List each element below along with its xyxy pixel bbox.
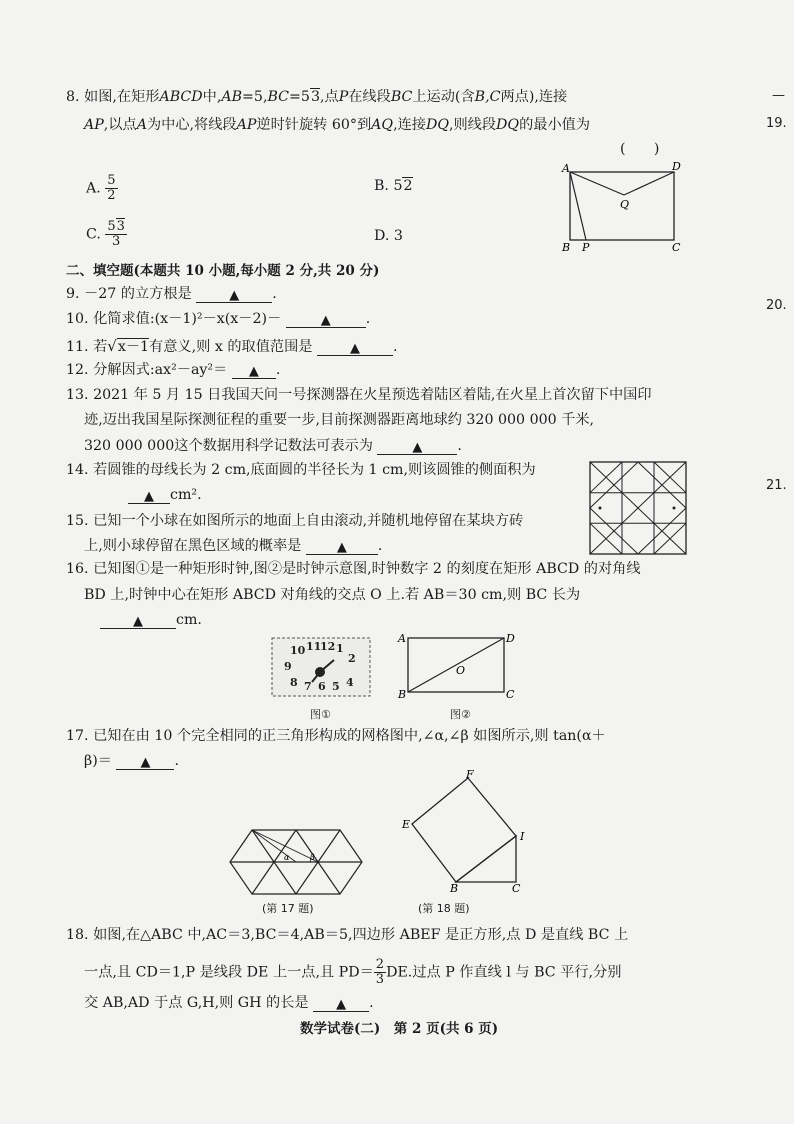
q9-answer-blank [196, 286, 272, 303]
q15-floor-tile-figure [588, 460, 688, 556]
q16-line-2: BD 上,时钟中心在矩形 ABCD 对角线的交点 O 上.若 AB＝30 cm,则 BC 长为 [84, 587, 581, 603]
q12-answer-blank [232, 362, 276, 379]
q8-option-a: A. $\frac{5}{2}$ [86, 173, 116, 203]
q16-fig-label-a: A [398, 632, 406, 645]
page-footer: 数学试卷(二) 第 2 页(共 6 页) [300, 1021, 499, 1037]
q9-text: 9. －27 的立方根是 ▲ . [66, 285, 277, 303]
q17-line-1: 17. 已知在由 10 个完全相同的正三角形构成的网格图中,∠α,∠β 如图所示,则 tan(α＋ [66, 728, 606, 744]
q18-line-1: 18. 如图,在△ABC 中,AC＝3,BC＝4,AB＝5,四边形 ABEF 是正方形,点 D 是直线 BC 上 [66, 927, 629, 943]
margin-q19: 19. [766, 116, 787, 131]
q13-line-2: 迹,迈出我国星际探测征程的重要一步,目前探测器距离地球约 320 000 000 千米, [84, 412, 595, 428]
q18-answer-blank [313, 995, 369, 1012]
q18-fig-label-b: B [450, 882, 459, 894]
q11-answer-blank [317, 339, 393, 356]
margin-q20: 20. [766, 298, 787, 313]
q8-line-1: 8. 如图,在矩形ABCD中,AB=5,BC=53,点P在线段BC上运动(含B,C两点),连接 [66, 89, 568, 105]
q13-line-3: 320 000 000这个数据用科学记数法可表示为 ▲ . [84, 437, 462, 455]
clock-digit-10: 10 [290, 644, 306, 657]
q15-line-1: 15. 已知一个小球在如图所示的地面上自由滚动,并随机地停留在某块方砖 [66, 513, 524, 529]
q8-line-2: AP,以点A为中心,将线段AP逆时针旋转 60°到AQ,连接DQ,则线段DQ的最小值为 [84, 117, 591, 133]
q17-answer-blank [116, 753, 174, 770]
q15-line-2: 上,则小球停留在黑色区域的概率是 ▲ . [84, 537, 382, 555]
clock-digit-12: 12 [320, 640, 336, 653]
q8-fig-label-c: C [672, 241, 681, 254]
q17-angle-beta: β [310, 853, 315, 862]
q18-line-3: 交 AB,AD 于点 G,H,则 GH 的长是 ▲ . [84, 994, 374, 1012]
q18-fig-label-e: E [402, 818, 411, 831]
q14-answer-blank [128, 487, 170, 504]
q16-fig-label-b: B [398, 688, 407, 701]
q13-answer-blank [377, 438, 457, 455]
q16-line-1: 16. 已知图①是一种矩形时钟,图②是时钟示意图,时钟数字 2 的刻度在矩形 ABCD 的对角线 [66, 561, 641, 577]
clock-digit-4: 4 [346, 676, 354, 689]
q16-clock-photo [268, 632, 376, 704]
q13-line-1: 13. 2021 年 5 月 15 日我国天问一号探测器在火星预选着陆区着陆,在火星上首次留下中国印 [66, 387, 652, 403]
q8-option-c: C. $\frac{53}{3}$ [86, 219, 125, 249]
clock-digit-11: 11 [306, 640, 322, 653]
q8-fig-label-b: B [562, 241, 571, 254]
q17-angle-alpha: α [284, 853, 290, 862]
q15-answer-blank [306, 538, 378, 555]
clock-digit-1: 1 [336, 642, 344, 655]
q10-text: 10. 化简求值:(x－1)²－x(x－2)－ ▲ . [66, 310, 370, 328]
q10-answer-blank [286, 311, 366, 328]
q16-line-3: ▲cm. [100, 611, 202, 629]
q18-caption: (第 18 题) [418, 902, 470, 915]
q16-fig-label-o: O [456, 664, 466, 677]
q16-fig-label-c: C [506, 688, 515, 701]
q17-caption: (第 17 题) [262, 902, 314, 915]
section-fill-in-title: 二、填空题(本题共 10 小题,每小题 2 分,共 20 分) [66, 263, 380, 279]
q18-square-figure [398, 768, 538, 894]
q16-caption-2: 图② [450, 708, 471, 721]
q11-text: 11. 若√x－1有意义,则 x 的取值范围是 ▲ . [66, 337, 398, 356]
q16-answer-blank [100, 612, 176, 629]
q8-option-b: B. 52 [374, 178, 413, 194]
q16-caption-1: 图① [310, 708, 331, 721]
q12-text: 12. 分解因式:ax²－ay²＝ ▲ . [66, 361, 280, 379]
q8-fig-label-d: D [672, 160, 681, 173]
margin-q21: 21. [766, 478, 787, 493]
q14-line-2: ▲cm². [128, 486, 202, 504]
q8-fig-label-p: P [582, 241, 590, 254]
q8-option-d: D. 3 [374, 228, 403, 244]
q14-line-1: 14. 若圆锥的母线长为 2 cm,底面圆的半径长为 1 cm,则该圆锥的侧面积为 [66, 462, 536, 478]
q16-fig-label-d: D [506, 632, 515, 645]
q8-answer-paren: ( ) [620, 141, 660, 157]
q17-line-2: β)＝ ▲ . [84, 752, 179, 770]
q16-rectangle-figure [396, 630, 522, 702]
clock-digit-6: 6 [318, 680, 326, 693]
clock-digit-8: 8 [290, 676, 298, 689]
clock-digit-5: 5 [332, 680, 340, 693]
margin-dash: — [772, 88, 785, 103]
clock-digit-9: 9 [284, 660, 292, 673]
q8-fig-label-q: Q [620, 198, 630, 211]
q17-triangle-grid-figure [228, 826, 368, 898]
clock-digit-2: 2 [348, 652, 356, 665]
clock-digit-7: 7 [304, 680, 312, 693]
q18-fig-label-i: I [520, 830, 525, 843]
q8-rectangle-figure [556, 158, 696, 254]
q8-fig-label-a: A [562, 162, 570, 175]
q18-line-2: 一点,且 CD＝1,P 是线段 DE 上一点,且 PD＝ $\frac{2}{3}$ DE.过点 P 作直线 l 与 BC 平行,分别 [84, 957, 622, 987]
q18-fig-label-c: C [512, 882, 521, 894]
q18-fig-label-f: F [466, 768, 474, 781]
